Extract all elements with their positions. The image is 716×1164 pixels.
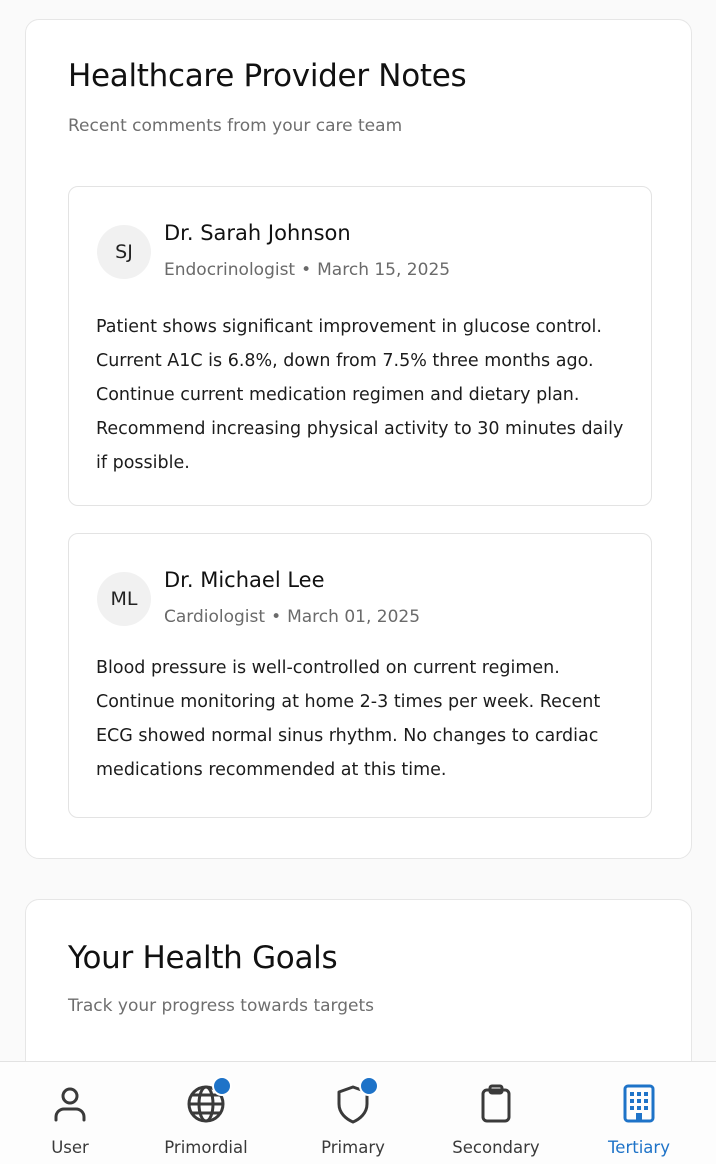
nav-label: Tertiary: [608, 1138, 670, 1157]
health-goals-subtitle: Track your progress towards targets: [68, 996, 374, 1016]
note-text: Patient shows significant improvement in glucose control. Current A1C is 6.8%, down from 7.5% three months ago. Continue current medication regimen and dietary plan. Recommend increasing physical activity to 30 minutes daily if possible.: [96, 317, 624, 473]
shield-icon: [331, 1082, 375, 1126]
nav-label: User: [51, 1138, 89, 1157]
meta-separator: •: [301, 260, 312, 280]
nav-secondary[interactable]: [447, 1062, 545, 1164]
nav-primordial[interactable]: [156, 1062, 256, 1164]
avatar: ML: [97, 572, 151, 626]
hospital-building-icon: [617, 1082, 661, 1126]
provider-notes-subtitle: Recent comments from your care team: [68, 116, 403, 136]
meta-separator: •: [271, 607, 282, 627]
provider-role: Cardiologist: [164, 607, 266, 627]
note-text: Blood pressure is well-controlled on current regimen. Continue monitoring at home 2-3 times per week. Recent ECG showed normal sinus rhythm. No changes to cardiac medications recommended at this time.: [96, 658, 601, 780]
nav-user[interactable]: [34, 1062, 106, 1164]
notification-badge: [359, 1076, 379, 1096]
provider-name: Dr. Michael Lee: [164, 568, 325, 592]
provider-notes-card: [25, 19, 692, 859]
avatar: SJ: [97, 225, 151, 279]
provider-role: Endocrinologist: [164, 260, 296, 280]
provider-name: Dr. Sarah Johnson: [164, 221, 351, 245]
provider-notes-title: Healthcare Provider Notes: [68, 58, 467, 94]
notification-badge: [212, 1076, 232, 1096]
bottom-nav: [0, 1061, 716, 1164]
nav-tertiary[interactable]: [598, 1062, 680, 1164]
provider-meta: [164, 607, 420, 627]
nav-label: Primary: [321, 1138, 385, 1157]
nav-primary[interactable]: [310, 1062, 396, 1164]
provider-note: [68, 533, 652, 818]
note-date: March 01, 2025: [287, 607, 421, 627]
globe-icon: [184, 1082, 228, 1126]
clipboard-icon: [474, 1082, 518, 1126]
note-date: March 15, 2025: [317, 260, 451, 280]
provider-note: [68, 186, 652, 506]
health-goals-title: Your Health Goals: [68, 940, 338, 976]
nav-label: Secondary: [452, 1138, 540, 1157]
provider-meta: [164, 260, 450, 280]
user-icon: [48, 1082, 92, 1126]
nav-label: Primordial: [164, 1138, 248, 1157]
